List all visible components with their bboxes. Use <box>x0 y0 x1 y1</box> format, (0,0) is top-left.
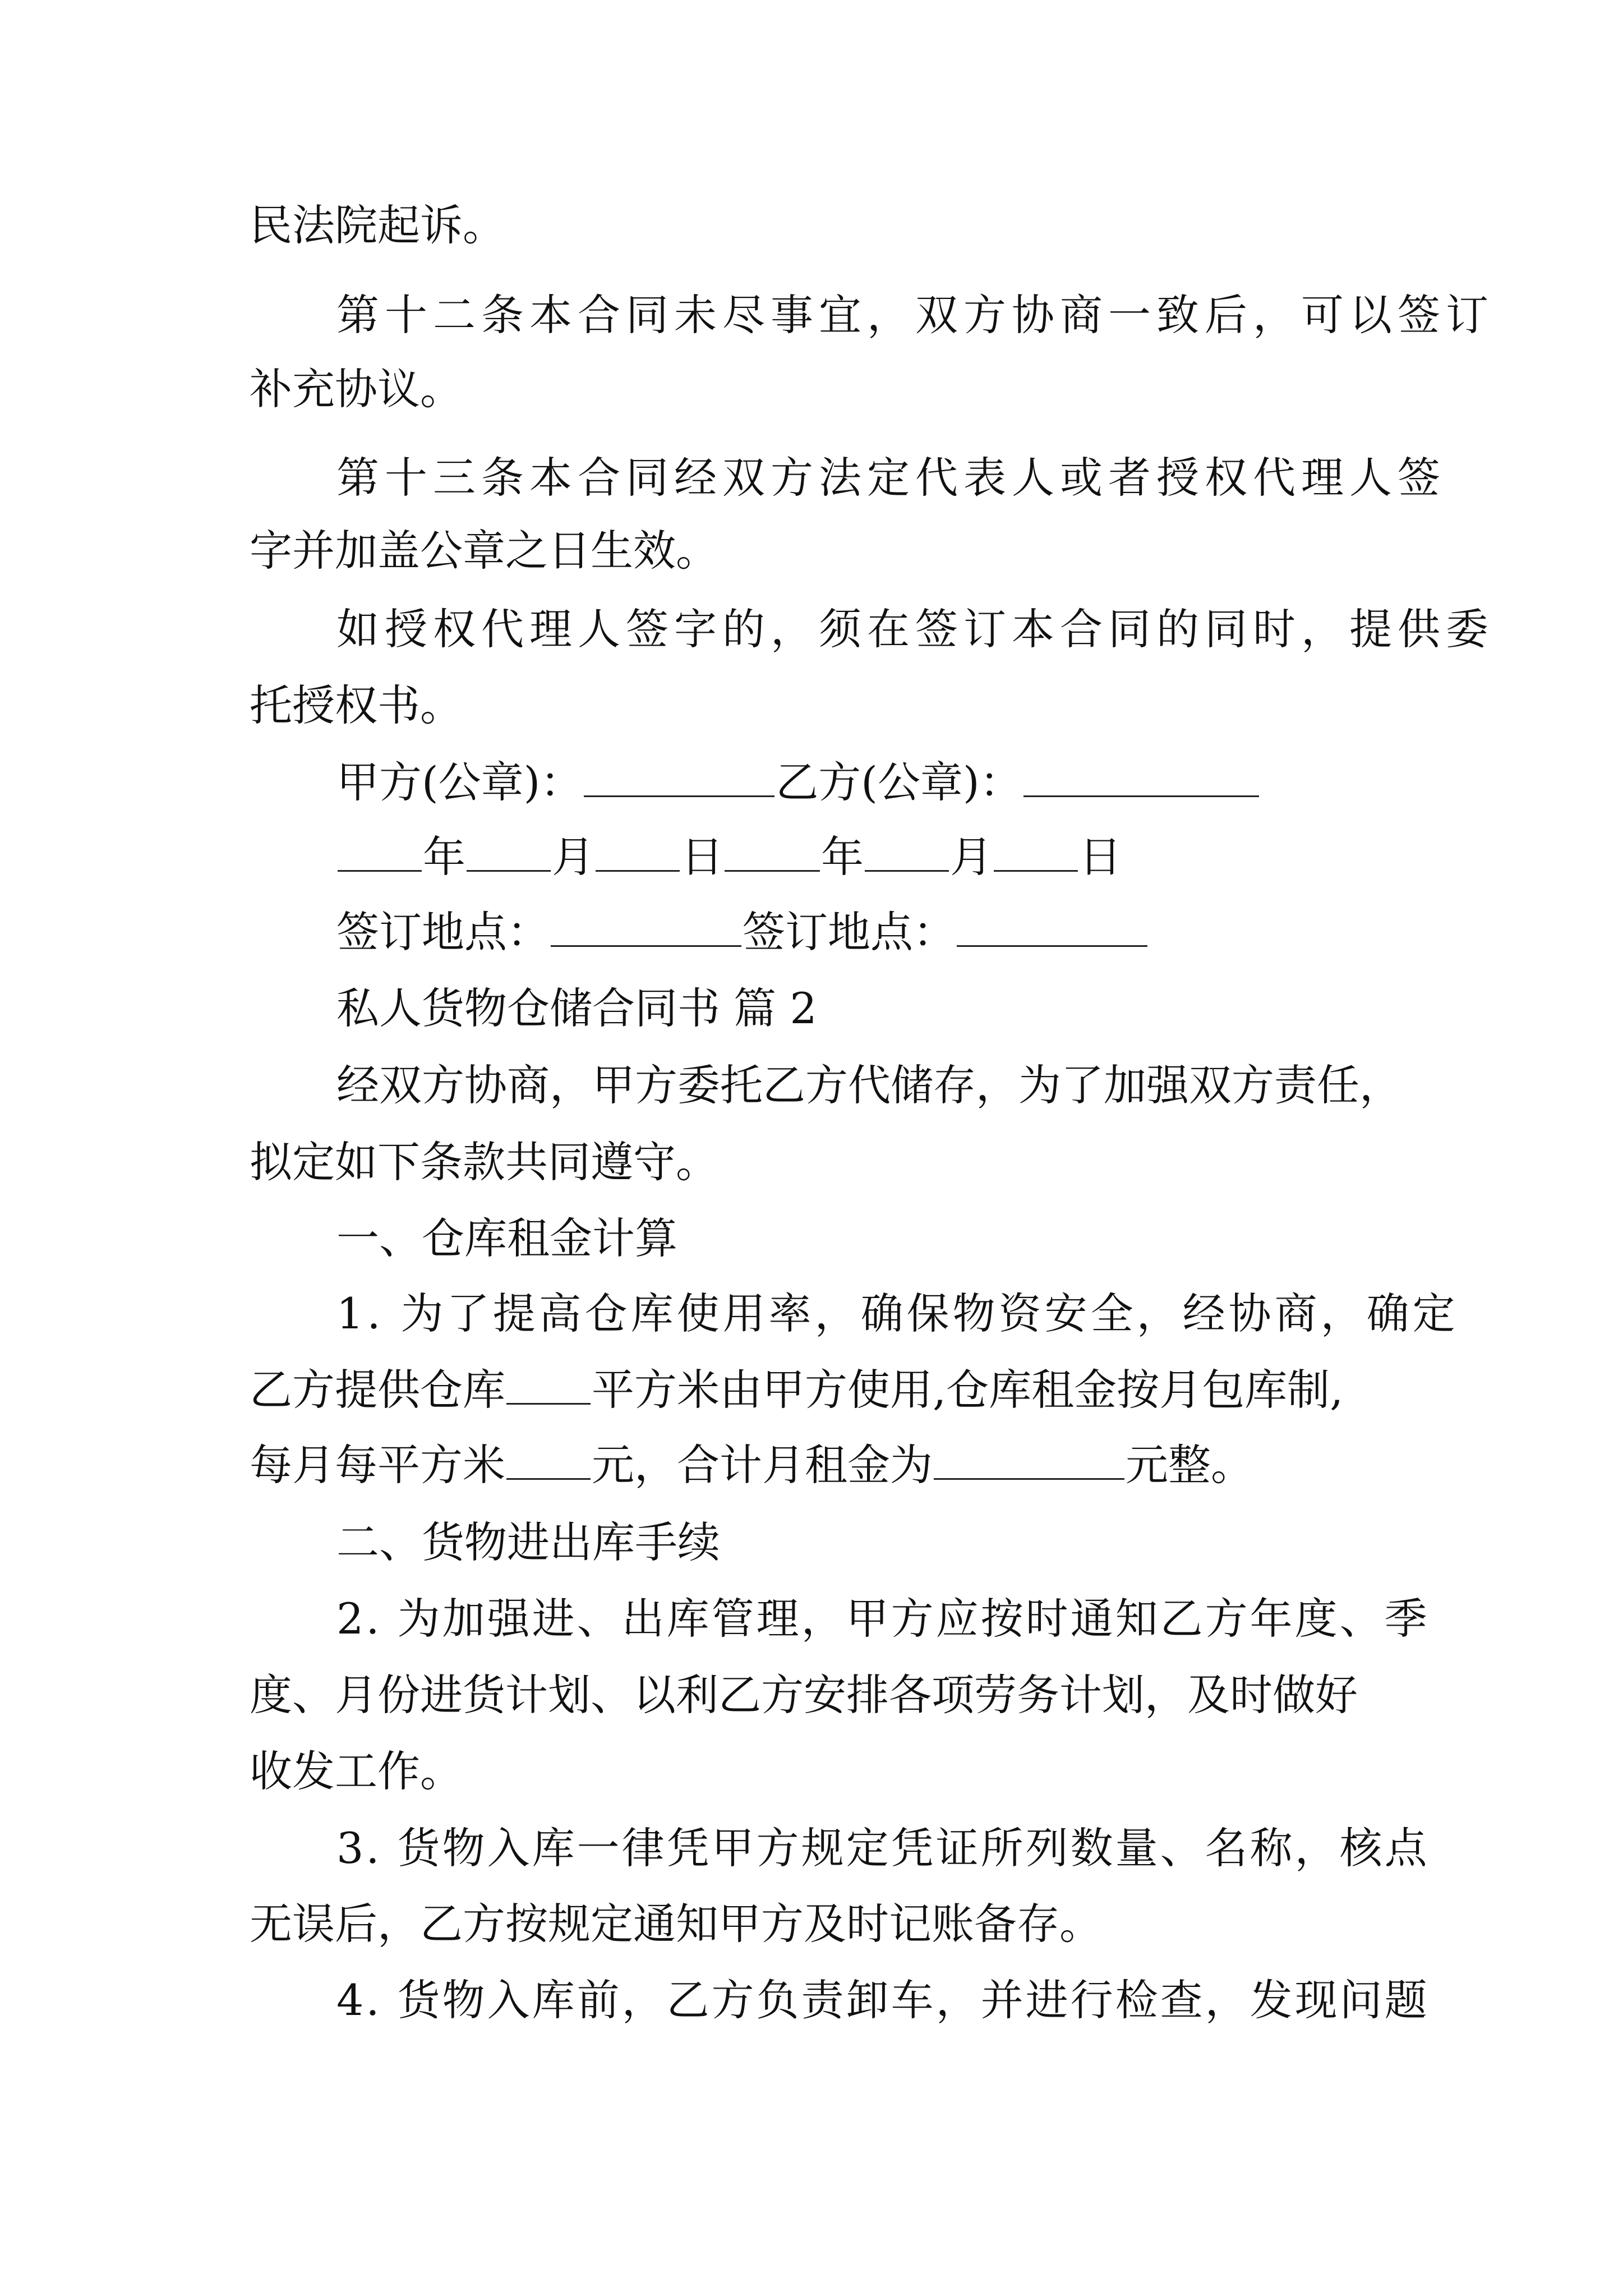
price-blank <box>506 1439 591 1480</box>
paragraph-line: 3. 货物入库一律凭甲方规定凭证所列数量、名称，核点 <box>336 1823 1430 1873</box>
paragraph-line: 2. 为加强进、出库管理，甲方应按时通知乙方年度、季 <box>336 1594 1430 1644</box>
total-blank <box>934 1439 1124 1480</box>
signature-date-line <box>336 829 1122 885</box>
month-blank <box>865 831 949 872</box>
text-segment: 元整。 <box>1126 1440 1253 1490</box>
day-label: 日 <box>681 832 723 882</box>
month-label: 月 <box>552 832 594 882</box>
paragraph-line: 托授权书。 <box>250 680 463 730</box>
paragraph-line: 经双方协商，甲方委托乙方代储存，为了加强双方责任， <box>336 1060 1402 1110</box>
paragraph-line: 补充协议。 <box>250 364 463 414</box>
text-segment: 元，合计月租金为 <box>592 1440 933 1490</box>
party-a-label: 甲方(公章)： <box>336 757 583 807</box>
signature-place-line <box>336 904 1149 960</box>
signature-parties-line <box>336 754 1260 811</box>
place-b-blank <box>957 906 1147 947</box>
paragraph-line: 1. 为了提高仓库使用率，确保物资安全，经协商，确定 <box>336 1289 1459 1338</box>
text-segment: 平方米由甲方使用,仓库租金按月包库制, <box>592 1365 1344 1415</box>
party-b-label: 乙方(公章)： <box>776 757 1022 807</box>
paragraph-line: 第十三条本合同经双方法定代表人或者授权代理人签 <box>336 453 1446 503</box>
paragraph-line: 4. 货物入库前，乙方负责卸车，并进行检查，发现问题 <box>336 1975 1430 2025</box>
month-blank <box>467 831 551 872</box>
paragraph-line: 民法院起诉。 <box>250 200 505 250</box>
paragraph-line: 第十二条本合同未尽事宜，双方协商一致后，可以签订 <box>336 290 1494 340</box>
day-blank <box>596 831 680 872</box>
day-label: 日 <box>1079 832 1122 882</box>
section-heading: 二、货物进出库手续 <box>336 1517 720 1567</box>
section-title: 私人货物仓储合同书 篇 2 <box>336 983 817 1033</box>
text-segment: 乙方提供仓库 <box>250 1365 505 1415</box>
paragraph-line: 字并加盖公章之日生效。 <box>250 526 718 576</box>
year-label: 年 <box>821 832 864 882</box>
paragraph-line-with-blank <box>250 1437 1253 1493</box>
place-a-label: 签订地点： <box>336 907 550 957</box>
paragraph-line: 无误后，乙方按规定通知甲方及时记账备存。 <box>250 1899 1102 1949</box>
paragraph-line: 度、月份进货计划、以利乙方安排各项劳务计划，及时做好 <box>250 1670 1358 1720</box>
area-blank <box>506 1364 591 1405</box>
month-label: 月 <box>950 832 993 882</box>
paragraph-line: 如授权代理人签字的，须在签订本合同的同时，提供委 <box>336 604 1494 654</box>
paragraph-line-with-blank <box>250 1362 1343 1418</box>
section-heading: 一、仓库租金计算 <box>336 1213 677 1263</box>
year-blank <box>725 831 820 872</box>
paragraph-line: 拟定如下条款共同遵守。 <box>250 1137 718 1187</box>
place-a-blank <box>551 906 741 947</box>
year-label: 年 <box>423 832 465 882</box>
year-blank <box>338 831 422 872</box>
party-a-blank <box>584 756 774 797</box>
day-blank <box>994 831 1078 872</box>
text-segment: 每月每平方米 <box>250 1440 505 1490</box>
paragraph-line: 收发工作。 <box>250 1746 463 1796</box>
party-b-blank <box>1023 756 1259 797</box>
place-b-label: 签订地点： <box>743 907 956 957</box>
